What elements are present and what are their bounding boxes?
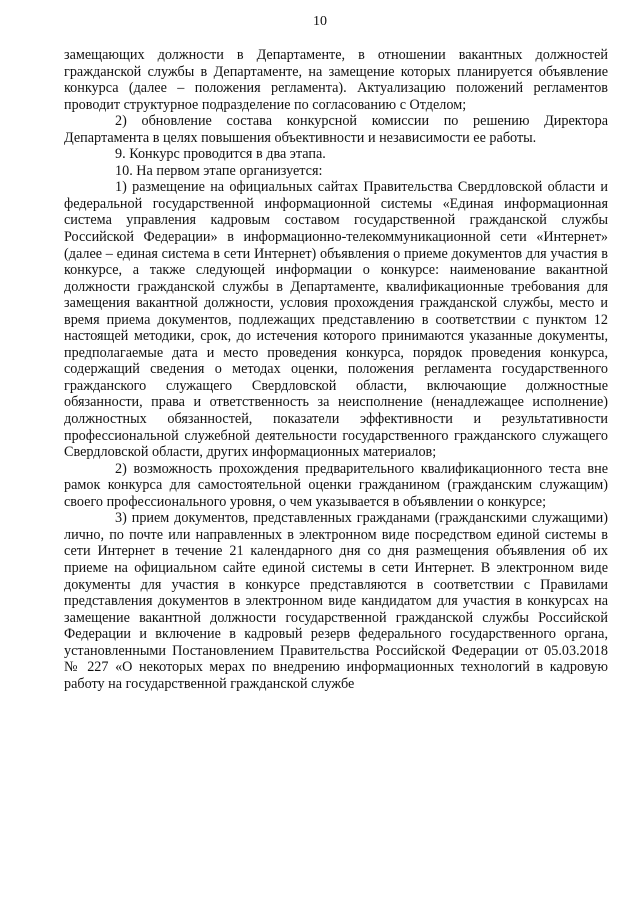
paragraph-subitem-1: 1) размещение на официальных сайтах Правительства Свердловской области и федеральной государственной информационной системы «Единая информационная система управления кадровым составом государственной гражданской службы Российской Федерации» в информационно-телекоммуникационной сети «Интернет» (далее – единая система в сети Интернет) объявления о приеме документов для участия в конкурсе, а также следующей информации о конкурсе: наименование вакантной должности гражданской службы в Департаменте, квалификационные требования для замещения вакантной должности, условия прохождения гражданской службы, место и время приема документов, подлежащих представлению в соответствии с пунктом 12 настоящей методики, срок, до истечения которого принимаются указанные документы, предполагаемые дата и место проведения конкурса, порядок проведения конкурса, содержащий сведения о методах оценки, положения регламента государственного гражданского служащего Свердловской области, включающие должностные обязанности, права и ответственность за неисполнение (ненадлежащее исполнение) должностных обязанностей, показатели эффективности и результативности профессиональной служебной деятельности государственного гражданского служащего Свердловской области, других информационных материалов; xyxy=(64,179,608,461)
paragraph-regulation-continuation: замещающих должности в Департаменте, в отношении вакантных должностей гражданской службы в Департаменте, на замещение которых планируется объявление конкурса (далее – положения регламента). Актуализацию положений регламентов проводит структурное подразделение по согласованию с Отделом; xyxy=(64,47,608,113)
document-body xyxy=(64,47,608,692)
paragraph-subitem-2: 2) возможность прохождения предварительного квалификационного теста вне рамок конкурса для самостоятельной оценки гражданином (гражданским служащим) своего профессионального уровня, о чем указывается в объявлении о конкурсе; xyxy=(64,460,608,510)
paragraph-subitem-3: 3) прием документов, представленных гражданами (гражданскими служащими) лично, по почте или направленных в электронном виде посредством единой системы в сети Интернет в течение 21 календарного дня со дня размещения объявления об их приеме на официальном сайте единой системы в сети Интернет. В электронном виде документы для участия в конкурсе представляются в соответствии с Правилами представления документов в электронном виде кандидатом для участия в конкурсах на замещение вакантной должности государственной гражданской службы Российской Федерации и включение в кадровый резерв федерального государственного органа, установленными Постановлением Правительства Российской Федерации от 05.03.2018 № 227 «О некоторых мерах по внедрению информационных технологий в кадровую работу на государственной гражданской службе xyxy=(64,510,608,692)
paragraph-item-10: 10. На первом этапе организуется: xyxy=(115,162,323,179)
paragraph-item-9: 9. Конкурс проводится в два этапа. xyxy=(115,146,326,163)
paragraph-commission-update: 2) обновление состава конкурсной комиссии по решению Директора Департамента в целях повышения объективности и независимости ее работы. xyxy=(64,113,608,146)
page-number: 10 xyxy=(313,14,327,29)
